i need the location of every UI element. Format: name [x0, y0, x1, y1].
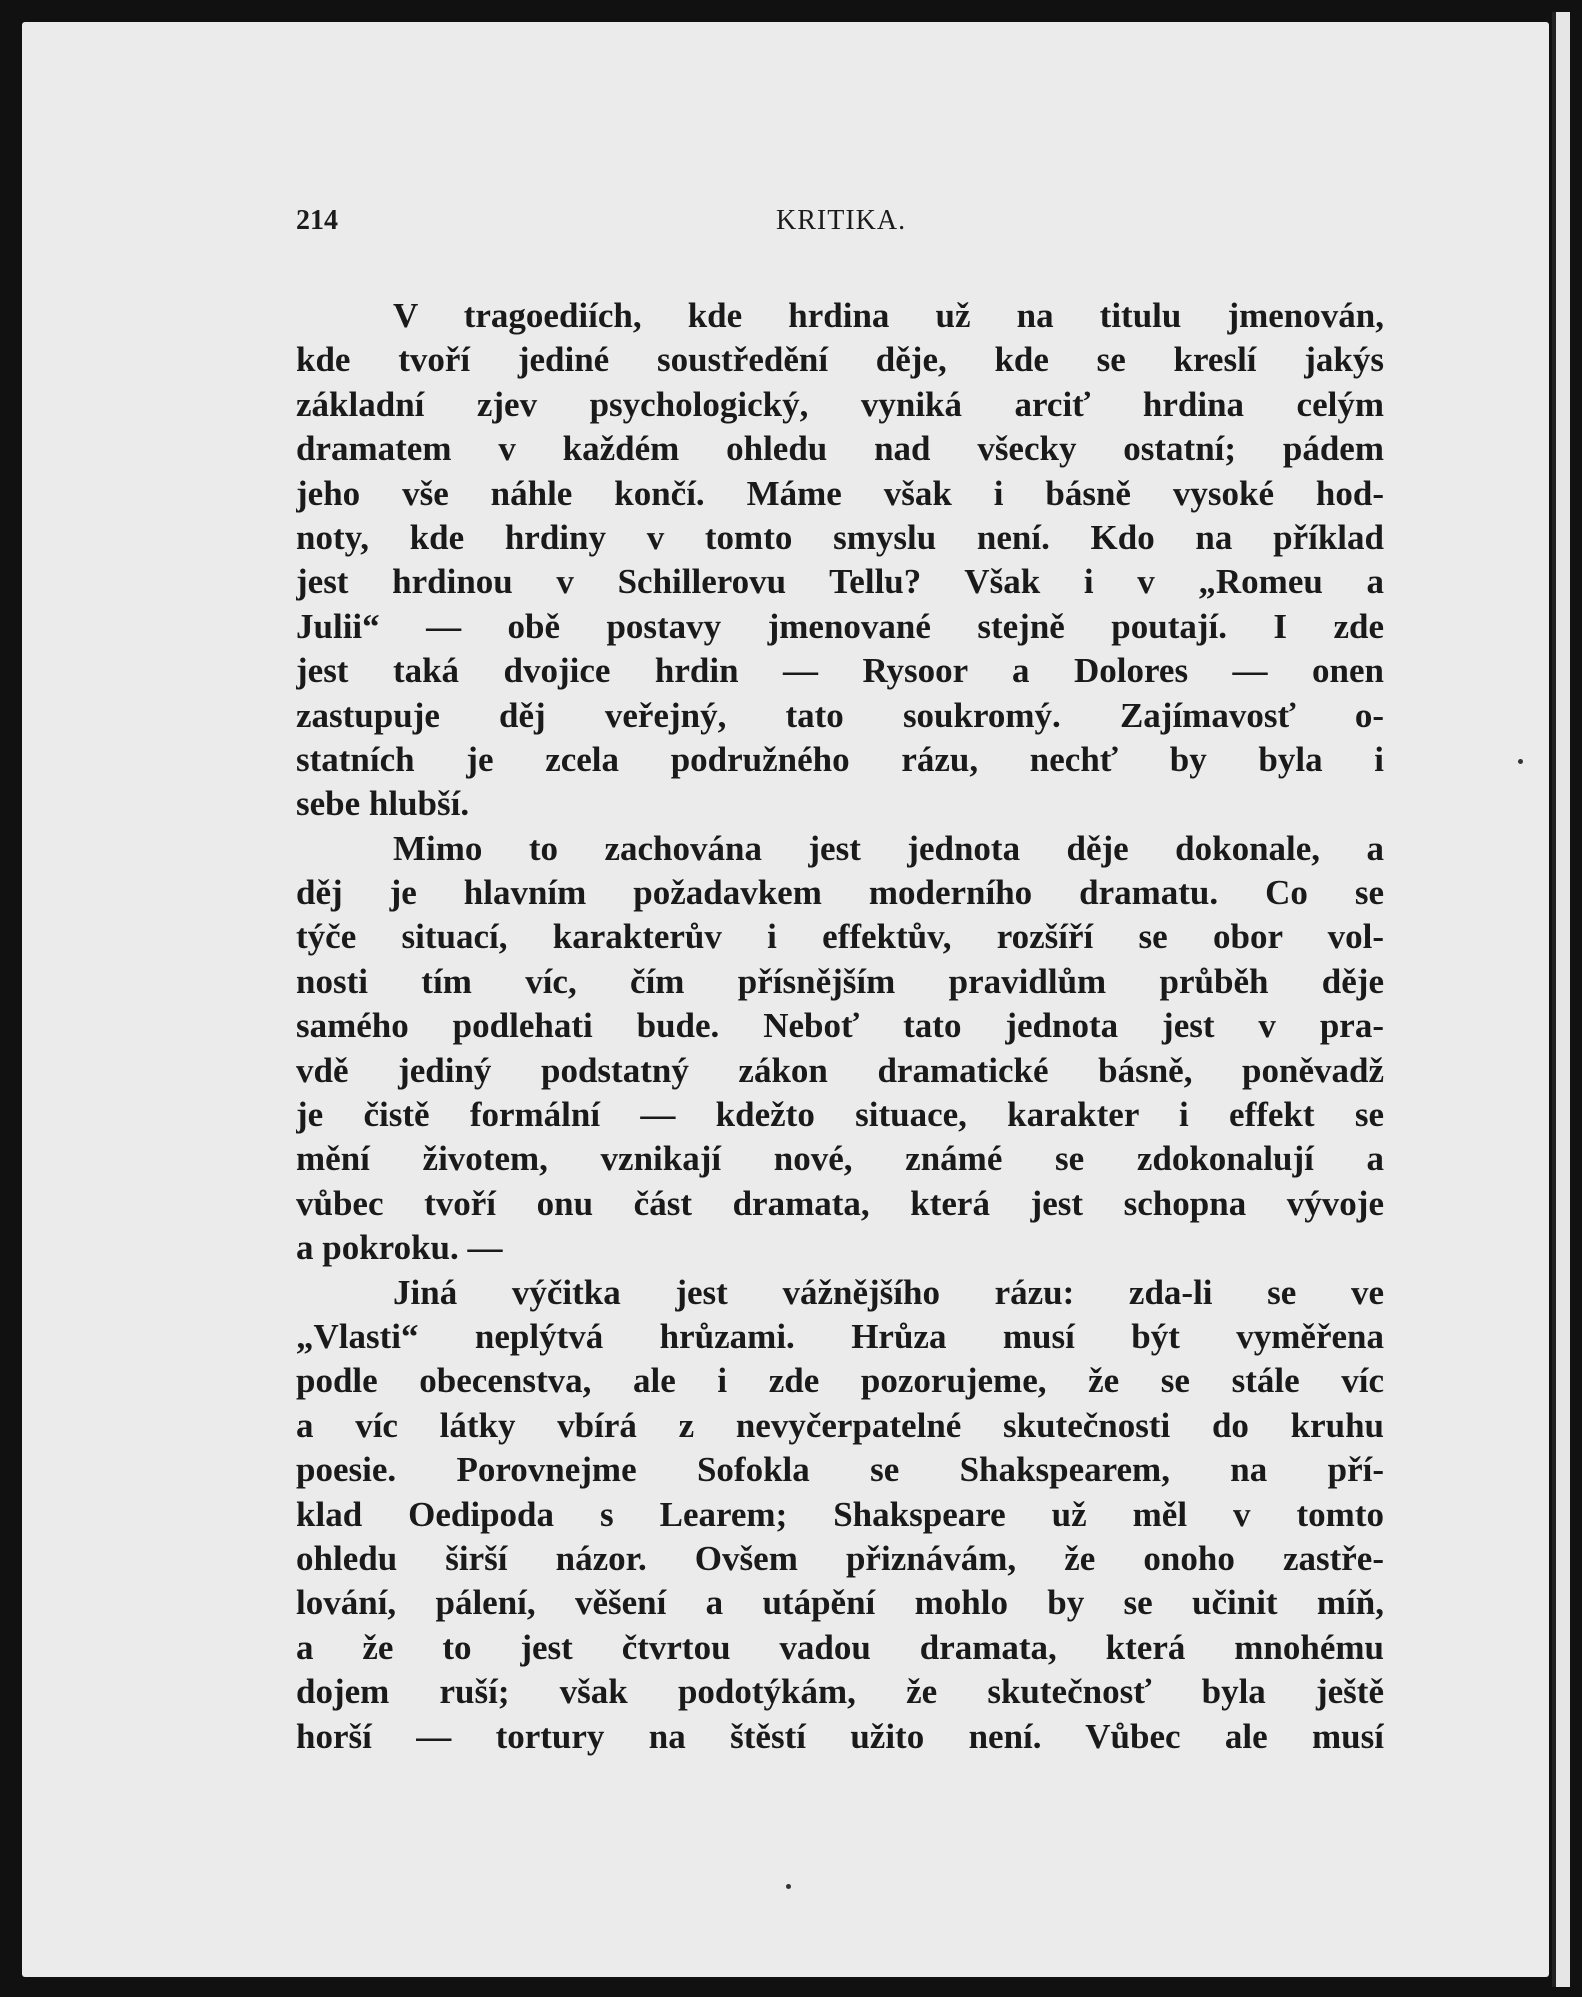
page-number: 214	[296, 205, 338, 236]
text-line: jest taká dvojice hrdin — Rysoor a Dolores — onen	[296, 651, 1384, 691]
text-line: vdě jediný podstatný zákon dramatické básně, poněvadž	[296, 1050, 1384, 1090]
print-speck	[1518, 759, 1523, 764]
text-line: ohledu širší názor. Ovšem přiznávám, že onoho zastře-	[296, 1538, 1384, 1578]
text-line: je čistě formální — kdežto situace, karakter i effekt se	[296, 1095, 1384, 1135]
text-line: Julii“ — obě postavy jmenované stejně poutají. I zde	[296, 606, 1384, 646]
text-line: samého podlehati bude. Neboť tato jednota jest v pra-	[296, 1006, 1384, 1046]
text-line: podle obecenstva, ale i zde pozorujeme, že se stále víc	[296, 1361, 1384, 1401]
text-line: V tragoediích, kde hrdina už na titulu jmenován,	[393, 296, 1384, 335]
text-line: týče situací, karakterův i effektův, rozšíří se obor vol-	[296, 917, 1384, 957]
text-line: a že to jest čtvrtou vadou dramata, která mnohému	[296, 1627, 1384, 1667]
print-speck	[786, 1884, 791, 1889]
text-line: klad Oedipoda s Learem; Shakspeare už měl v tomto	[296, 1494, 1384, 1534]
text-line: sebe hlubší.	[296, 784, 470, 824]
text-line: nosti tím víc, čím přísnějším pravidlům průběh děje	[296, 961, 1384, 1001]
text-line: základní zjev psychologický, vyniká arciť hrdina celým	[296, 384, 1384, 424]
text-line: zastupuje děj veřejný, tato soukromý. Zajímavosť o-	[296, 695, 1384, 735]
text-line: Jiná výčitka jest vážnějšího rázu: zda-li se ve	[393, 1272, 1384, 1312]
text-line: vůbec tvoří onu část dramata, která jest schopna vývoje	[296, 1183, 1384, 1223]
running-title: KRITIKA.	[776, 205, 907, 236]
text-line: poesie. Porovnejme Sofokla se Shakspearem, na pří-	[296, 1450, 1384, 1490]
body-text	[296, 294, 1384, 1759]
running-header	[296, 205, 1384, 245]
text-line: kde tvoří jediné soustředění děje, kde se kreslí jakýs	[296, 340, 1384, 380]
text-line: mění životem, vznikají nové, známé se zdokonalují a	[296, 1139, 1384, 1179]
text-line: jeho vše náhle končí. Máme však i básně vysoké hod-	[296, 473, 1384, 513]
text-line: děj je hlavním požadavkem moderního dramatu. Co se	[296, 873, 1384, 913]
text-line: jest hrdinou v Schillerovu Tellu? Však i v „Romeu a	[296, 562, 1384, 602]
page-edge-rule	[1552, 12, 1556, 1987]
adjacent-page-edge	[1552, 12, 1570, 1987]
text-line: Mimo to zachována jest jednota děje dokonale, a	[393, 828, 1384, 868]
text-line: dojem ruší; však podotýkám, že skutečnosť byla ještě	[296, 1672, 1384, 1712]
text-line: „Vlasti“ neplýtvá hrůzami. Hrůza musí být vyměřena	[296, 1316, 1384, 1356]
text-line: noty, kde hrdiny v tomto smyslu není. Kdo na příklad	[296, 517, 1384, 557]
text-line: horší — tortury na štěstí užito není. Vůbec ale musí	[296, 1716, 1384, 1756]
text-line: a pokroku. —	[296, 1228, 503, 1268]
text-line: lování, pálení, věšení a utápění mohlo by se učinit míň,	[296, 1583, 1384, 1623]
text-line: a víc látky vbírá z nevyčerpatelné skutečnosti do kruhu	[296, 1405, 1384, 1445]
text-line: statních je zcela podružného rázu, nechť by byla i	[296, 739, 1384, 779]
text-line: dramatem v každém ohledu nad všecky ostatní; pádem	[296, 429, 1384, 469]
